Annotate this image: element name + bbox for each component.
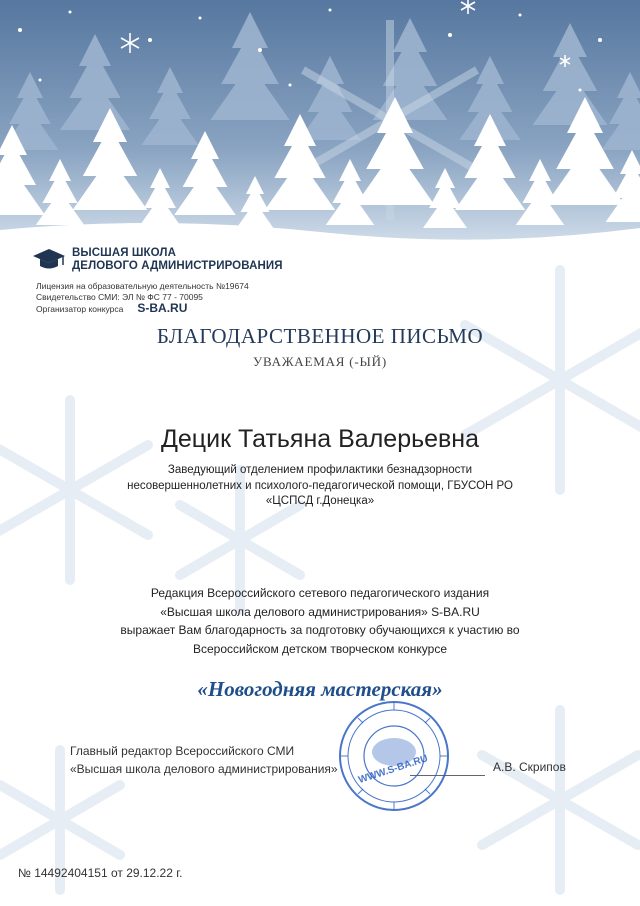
recipient-position [0, 463, 640, 510]
logo-title-line1: ВЫСШАЯ ШКОЛА [72, 247, 176, 259]
document-number: № 14492404151 от 29.12.22 г. [18, 866, 183, 880]
signature-block [70, 742, 338, 778]
letter-body [0, 584, 640, 658]
body-line: Всероссийском детском творческом конкурсе [192, 641, 448, 656]
organization-logo [32, 247, 283, 273]
logo-title-line2: ДЕЛОВОГО АДМИНИСТРИРОВАНИЯ [72, 260, 283, 272]
organizer-label: Организатор конкурса [36, 304, 124, 314]
body-line: выражает Вам благодарность за подготовку обучающихся к участию во [120, 623, 520, 637]
recipient-name: Децик Татьяна Валерьевна [160, 425, 480, 453]
position-line: «ЦСПСД г.Донецка» [265, 495, 375, 507]
signer-name: А.В. Скрипов [493, 760, 566, 774]
position-line: несовершеннолетних и психолого-педагогической помощи, ГБУСОН РО [127, 479, 513, 492]
winter-forest-banner [0, 0, 640, 250]
contest-name: «Новогодняя мастерская» [197, 677, 443, 701]
document-title: БЛАГОДАРСТВЕННОЕ ПИСЬМО [156, 324, 484, 348]
media-certificate-line: Свидетельство СМИ: ЭЛ № ФС 77 - 70095 [36, 292, 203, 302]
license-info [36, 281, 249, 315]
greeting: УВАЖАЕМАЯ (-ЫЙ) [252, 354, 387, 369]
official-stamp [338, 700, 450, 812]
body-line: Редакция Всероссийского сетевого педагогического издания [150, 586, 490, 600]
position-line: Заведующий отделением профилактики безнадзорности [167, 464, 473, 476]
license-line: Лицензия на образовательную деятельность №19674 [36, 281, 249, 291]
graduation-cap-icon [32, 247, 66, 273]
stamp-text: WWW.S-BA.RU [357, 753, 430, 787]
signature-organization: «Высшая школа делового администрирования» [70, 762, 338, 776]
body-line: «Высшая школа делового администрирования» S-BA.RU [160, 604, 480, 619]
signature-title: Главный редактор Всероссийского СМИ [70, 744, 295, 758]
organizer-site: S-BA.RU [137, 301, 188, 315]
